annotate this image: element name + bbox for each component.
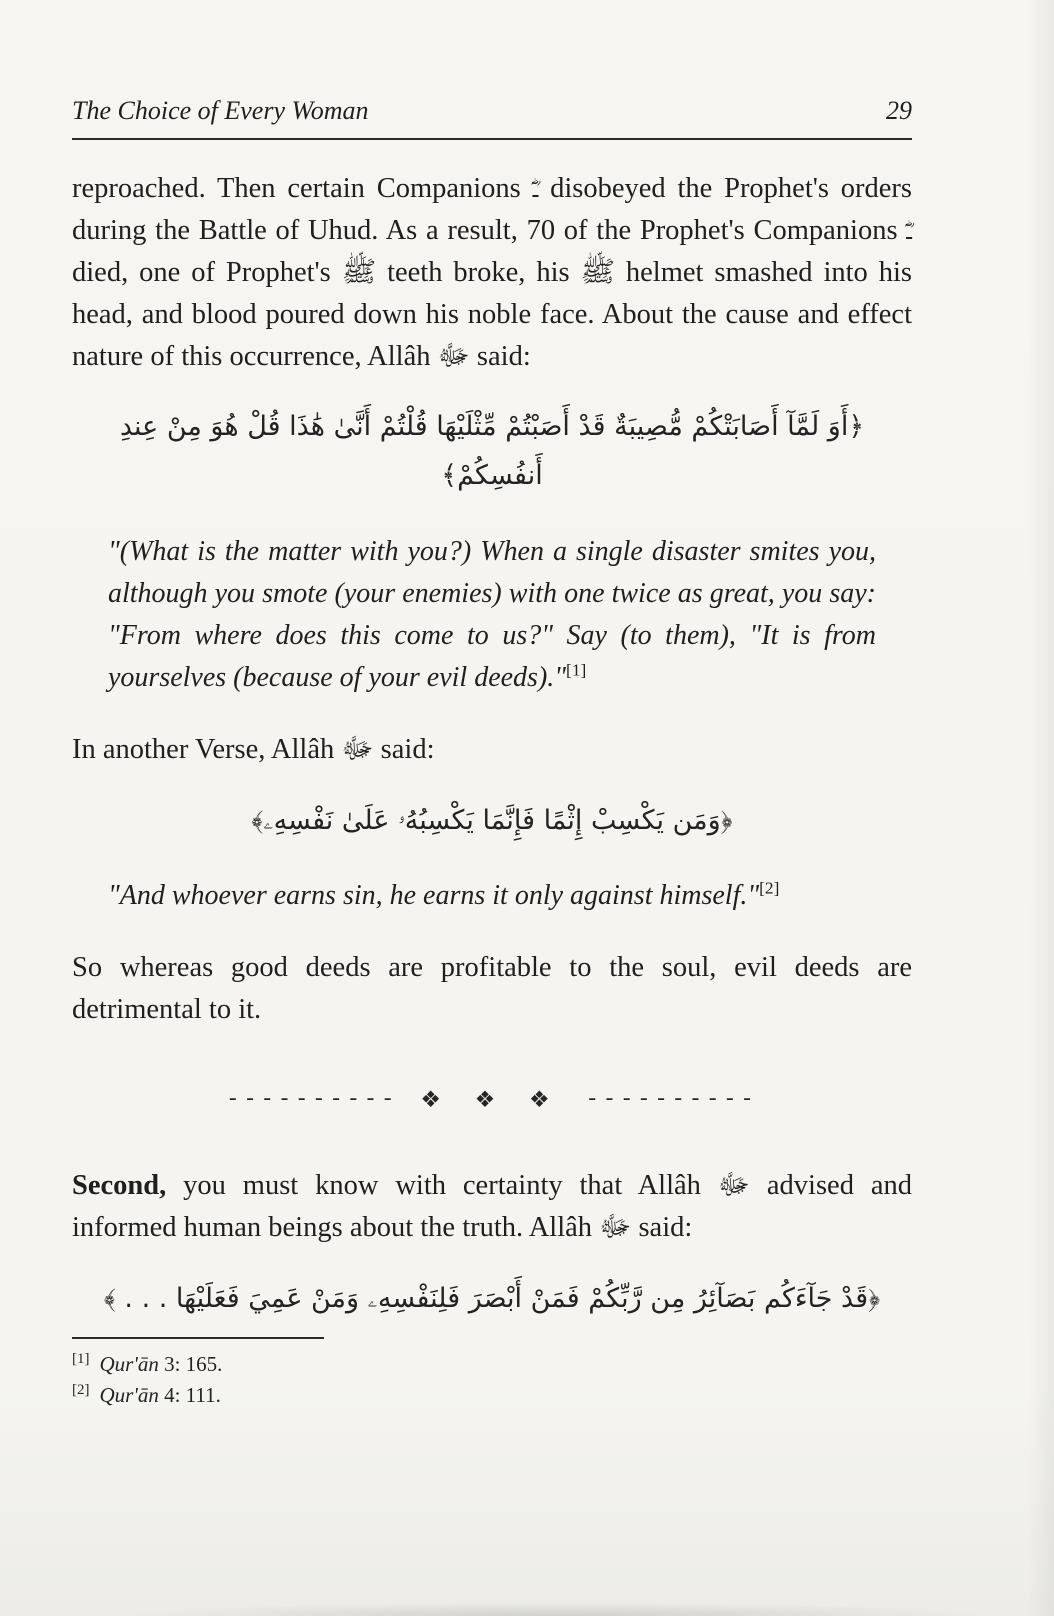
arabic-verse-1-line-2: أَنفُسِكُمْ﴾ — [441, 460, 543, 492]
paragraph-good-deeds: So whereas good deeds are profitable to the soul, evil deeds are detrimental to it. — [72, 952, 912, 1026]
footnote-1-reference: 3: 165. — [164, 1352, 223, 1377]
arabic-verse-3: ﴿قَدْ جَآءَكُم بَصَآئِرُ مِن رَّبِّكُمْ فَمَنْ أَبْصَرَ فَلِنَفْسِهِۦ وَمَنْ عَمِيَ فَعَلَيْهَا . . . ﴾ — [103, 1282, 881, 1314]
divider-dashes-right: ---------- — [585, 1087, 758, 1113]
arabic-verse-2: ﴿وَمَن يَكْسِبْ إِثْمًا فَإِنَّمَا يَكْسِبُهُۥ عَلَىٰ نَفْسِهِۦ﴾ — [251, 804, 733, 836]
footnote-2 — [72, 1380, 912, 1410]
section-divider — [72, 1087, 912, 1113]
second-lead-word: Second, — [72, 1169, 167, 1201]
paragraph-battle-of-uhud: reproached. Then certain Companions ـؓ disobeyed the Prophet's orders during the Battle of Uhud. As a result, 70 of the Prophet's Companions ـؓ died, one of Prophet's ﷺ teeth broke, his ﷺ helmet smashed into his head, and blood poured down his noble face. About the cause and effect nature of this occurrence, Allâh ﷻ said: — [72, 173, 912, 372]
footnote-ref-2: [2] — [759, 878, 780, 898]
paragraph-second-point — [72, 1165, 912, 1249]
divider-dashes-left: ---------- — [226, 1087, 399, 1113]
translation-quote-2 — [108, 875, 876, 917]
footnotes-section — [72, 1337, 912, 1410]
paragraph-second-point-rest: you must know with certainty that Allâh ﷻ advised and informed human beings about the truth. Allâh ﷻ said: — [72, 1169, 912, 1243]
footnote-1-source: Qur'ān — [99, 1352, 159, 1377]
footnote-2-marker: [2] — [72, 1381, 90, 1398]
translation-quote-1 — [108, 531, 876, 699]
translation-quote-1-text: "(What is the matter with you?) When a single disaster smites you, although you smote (your enemies) with one twice as great, you say: "From where does this come to us?" Say (to them), "It is from yourselves (because of your evil deeds)." — [108, 535, 876, 693]
footnote-rule — [72, 1337, 324, 1339]
translation-quote-2-text: "And whoever earns sin, he earns it only against himself." — [108, 880, 760, 912]
page-number: 29 — [886, 96, 912, 125]
footnote-ref-1: [1] — [566, 660, 587, 680]
running-title: The Choice of Every Woman — [72, 96, 369, 125]
arabic-verse-1 — [82, 403, 902, 500]
scan-shadow — [120, 1602, 994, 1616]
divider-ornament-icon: ❖ ❖ ❖ — [420, 1086, 564, 1112]
arabic-verse-1-line-1: ﴿أَوَ لَمَّآ أَصَابَتْكُمْ مُّصِيبَةٌ قَدْ أَصَبْتُمْ مِّثْلَيْهَا قُلْتُمْ أَنَّىٰ هَٰذَا قُلْ هُوَ مِنْ عِندِ — [119, 411, 865, 443]
footnote-2-reference: 4: 111. — [164, 1382, 221, 1407]
running-header — [72, 96, 912, 140]
footnote-1 — [72, 1349, 912, 1379]
footnote-1-marker: [1] — [72, 1351, 90, 1368]
paragraph-another-verse: In another Verse, Allâh ﷻ said: — [72, 733, 435, 765]
footnote-2-source: Qur'ān — [99, 1382, 159, 1407]
